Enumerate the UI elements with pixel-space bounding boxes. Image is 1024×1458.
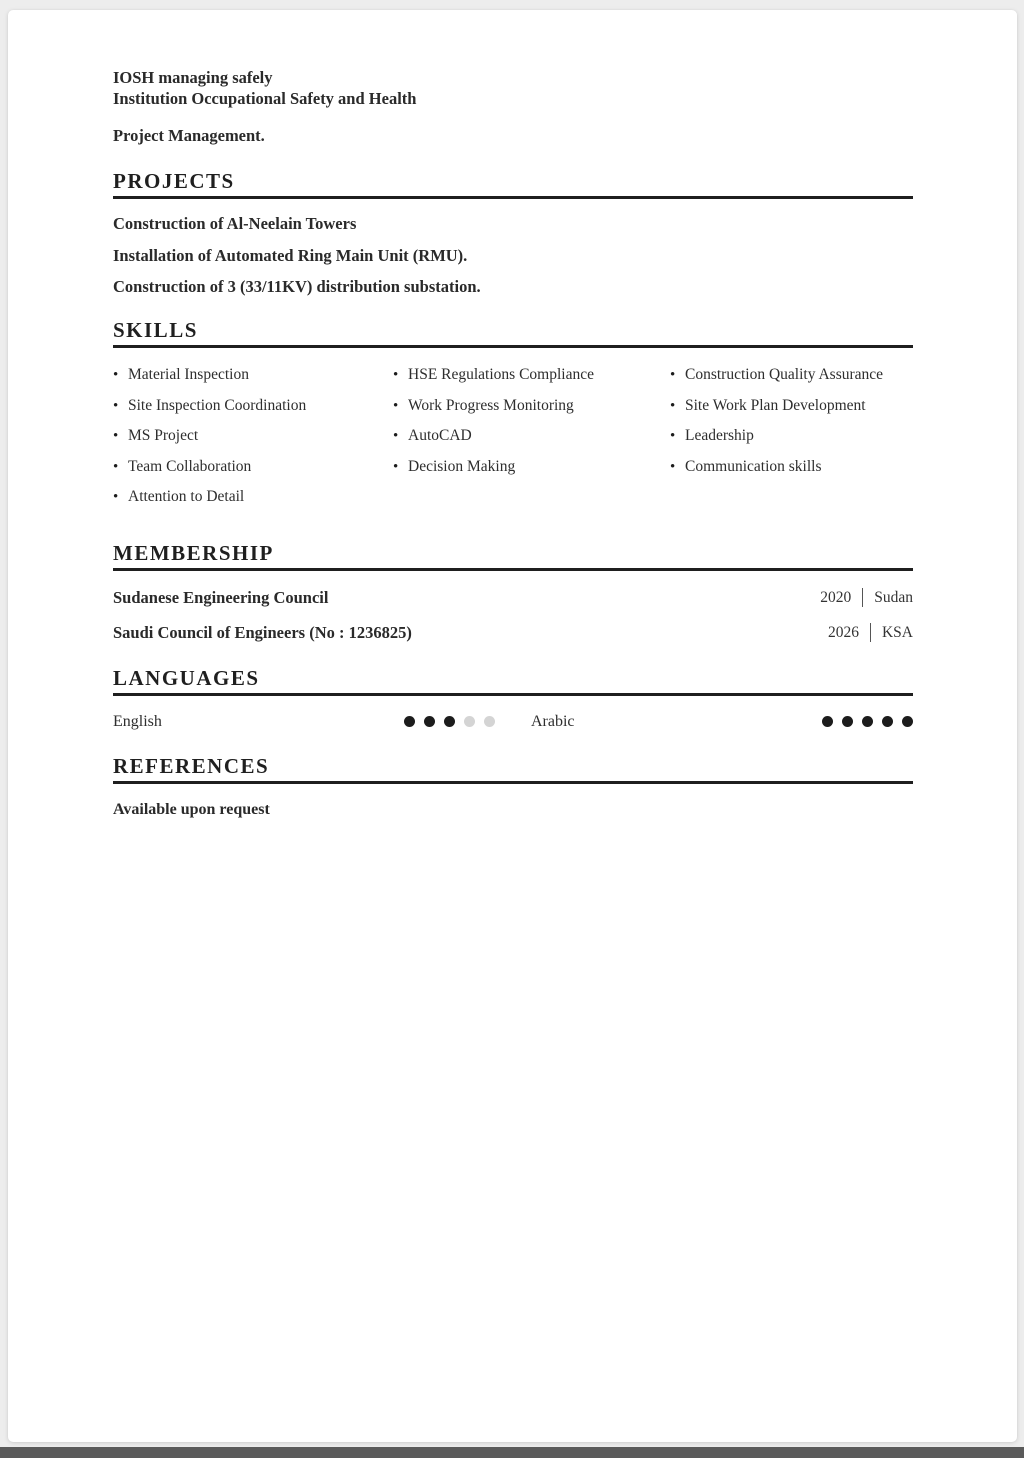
- skill-item: [393, 396, 670, 416]
- skill-label: Decision Making: [408, 457, 516, 475]
- bullet-icon: •: [670, 367, 676, 383]
- skill-label: Leadership: [685, 427, 754, 444]
- certification-issuer: Institution Occupational Safety and Health: [113, 89, 417, 108]
- languages-heading: LANGUAGES: [113, 665, 260, 690]
- membership-section: [113, 540, 913, 643]
- language-level-dots: [404, 716, 495, 727]
- skill-label: Site Inspection Coordination: [128, 396, 307, 414]
- bullet-icon: •: [670, 428, 676, 444]
- bullet-icon: •: [113, 489, 119, 505]
- skill-label: Communication skills: [685, 457, 822, 475]
- bottom-bar: [0, 1447, 1024, 1458]
- bullet-icon: •: [670, 397, 676, 414]
- membership-location: Sudan: [874, 588, 913, 606]
- membership-name: Sudanese Engineering Council: [113, 587, 329, 607]
- references-heading: REFERENCES: [113, 753, 270, 778]
- language-row: [113, 713, 495, 731]
- bullet-icon: •: [393, 367, 399, 383]
- references-note: Available upon request: [113, 800, 270, 818]
- projects-heading: PROJECTS: [113, 169, 235, 193]
- membership-row: [113, 623, 913, 643]
- skills-heading: SKILLS: [113, 318, 198, 342]
- skill-label: Material Inspection: [128, 366, 249, 383]
- membership-heading: MEMBERSHIP: [113, 540, 274, 565]
- certification-item: IOSH managing safely: [113, 68, 273, 87]
- membership-meta: [820, 588, 913, 607]
- bullet-icon: •: [670, 458, 676, 475]
- skill-label: Work Progress Monitoring: [408, 396, 574, 414]
- level-dot-filled: [822, 716, 833, 727]
- skill-item: [113, 487, 393, 507]
- certification-item: Project Management.: [113, 126, 265, 145]
- bullet-icon: •: [393, 397, 399, 414]
- skill-item: [670, 365, 913, 385]
- certifications-block: [113, 67, 913, 146]
- membership-name: Saudi Council of Engineers (No : 1236825): [113, 622, 412, 642]
- level-dot-filled: [424, 716, 435, 727]
- skill-item: [113, 457, 393, 477]
- skill-label: Construction Quality Assurance: [685, 366, 884, 383]
- references-section: [113, 753, 913, 819]
- level-dot-filled: [444, 716, 455, 727]
- bullet-icon: •: [113, 428, 119, 444]
- skills-section: [113, 317, 913, 518]
- membership-row: [113, 588, 913, 608]
- membership-year: 2026: [827, 623, 859, 641]
- skill-item: [670, 457, 913, 477]
- skill-label: AutoCAD: [408, 427, 472, 444]
- skill-item: [113, 365, 393, 385]
- languages-section: [113, 665, 913, 731]
- level-dot-filled: [842, 716, 853, 727]
- level-dot-filled: [862, 716, 873, 727]
- bullet-icon: •: [113, 397, 119, 414]
- projects-section: [113, 168, 913, 295]
- separator-bar: [870, 623, 871, 642]
- language-level-dots: [822, 716, 913, 727]
- resume-page: [8, 10, 1017, 1442]
- skill-item: [393, 365, 670, 385]
- skill-label: Attention to Detail: [128, 488, 245, 505]
- membership-location: KSA: [881, 623, 913, 641]
- bullet-icon: •: [393, 458, 399, 475]
- bullet-icon: •: [113, 458, 119, 475]
- level-dot-filled: [404, 716, 415, 727]
- separator-bar: [862, 588, 863, 607]
- skill-item: [113, 426, 393, 446]
- skill-label: HSE Regulations Compliance: [408, 366, 594, 383]
- membership-year: 2020: [820, 588, 852, 606]
- language-name: English: [113, 712, 162, 730]
- skill-item: [113, 396, 393, 416]
- skills-column-3: [670, 365, 913, 518]
- skill-label: MS Project: [128, 427, 199, 444]
- skill-item: [393, 457, 670, 477]
- level-dot-empty: [484, 716, 495, 727]
- skill-label: Team Collaboration: [128, 457, 252, 475]
- skill-label: Site Work Plan Development: [685, 396, 866, 414]
- language-row: [531, 713, 913, 731]
- skill-item: [393, 426, 670, 446]
- skill-item: [670, 426, 913, 446]
- project-item: Construction of Al-Neelain Towers: [113, 214, 357, 233]
- bullet-icon: •: [393, 428, 399, 444]
- skill-item: [670, 396, 913, 416]
- level-dot-filled: [882, 716, 893, 727]
- language-name: Arabic: [531, 712, 575, 730]
- project-item: Installation of Automated Ring Main Unit (RMU).: [113, 245, 468, 265]
- skills-column-2: [393, 365, 670, 518]
- bullet-icon: •: [113, 367, 119, 383]
- level-dot-filled: [902, 716, 913, 727]
- skills-column-1: [113, 365, 393, 518]
- level-dot-empty: [464, 716, 475, 727]
- membership-meta: [828, 623, 913, 642]
- project-item: Construction of 3 (33/11KV) distribution substation.: [113, 277, 481, 296]
